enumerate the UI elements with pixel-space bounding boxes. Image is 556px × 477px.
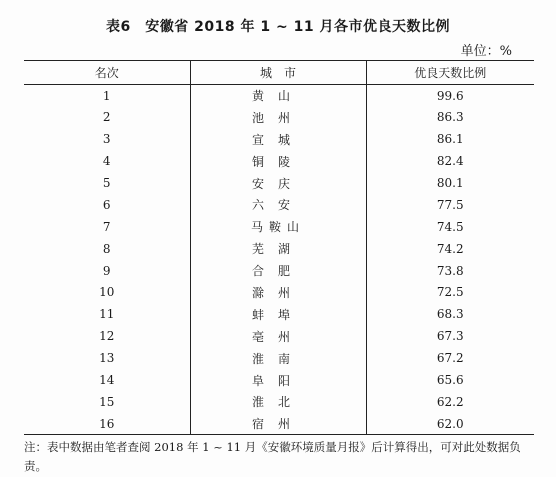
table-body xyxy=(24,85,534,435)
cell-rank: 1 xyxy=(24,85,190,107)
cell-ratio: 65.6 xyxy=(436,373,464,388)
cell-rank: 15 xyxy=(24,391,190,413)
cell-city: 芜湖 xyxy=(190,238,366,260)
table-row xyxy=(24,391,534,413)
cell-city: 淮北 xyxy=(190,391,366,413)
cell-rank: 4 xyxy=(24,150,190,172)
cell-rank: 12 xyxy=(24,325,190,347)
cell-ratio: 82.4 xyxy=(436,154,464,169)
table-row xyxy=(24,282,534,304)
cell-rank: 2 xyxy=(24,106,190,128)
table-row xyxy=(24,303,534,325)
cell-ratio: 77.5 xyxy=(436,197,464,212)
unit-label: 单位：% xyxy=(460,44,512,59)
cell-rank: 7 xyxy=(24,216,190,238)
table-row xyxy=(24,216,534,238)
cell-city: 蚌埠 xyxy=(190,303,366,325)
cell-city: 马鞍山 xyxy=(190,216,366,238)
cell-ratio: 67.2 xyxy=(436,351,464,366)
cell-ratio: 86.1 xyxy=(436,132,464,147)
cell-ratio: 68.3 xyxy=(436,307,464,322)
table-row xyxy=(24,260,534,282)
cell-ratio: 74.2 xyxy=(436,241,464,256)
table-row xyxy=(24,106,534,128)
cell-rank: 13 xyxy=(24,347,190,369)
cell-rank: 11 xyxy=(24,303,190,325)
cell-rank: 14 xyxy=(24,369,190,391)
column-header-rank: 名次 xyxy=(24,61,190,85)
cell-city: 淮南 xyxy=(190,347,366,369)
table-row xyxy=(24,150,534,172)
cell-city: 亳州 xyxy=(190,325,366,347)
table-title: 表6 安徽省 2018 年 1 ~ 11 月各市优良天数比例 xyxy=(106,19,450,35)
cell-ratio: 62.0 xyxy=(366,413,534,435)
table-row xyxy=(24,238,534,260)
cell-ratio: 62.2 xyxy=(436,394,464,409)
cell-ratio: 74.5 xyxy=(436,219,464,234)
table-header-row xyxy=(24,61,534,85)
table-row xyxy=(24,325,534,347)
cell-rank: 3 xyxy=(24,128,190,150)
cell-city: 六安 xyxy=(190,194,366,216)
table-row xyxy=(24,128,534,150)
column-header-ratio: 优良天数比例 xyxy=(366,61,534,85)
cell-rank: 5 xyxy=(24,172,190,194)
cell-rank: 16 xyxy=(24,413,190,435)
table-row xyxy=(24,172,534,194)
cell-city: 阜阳 xyxy=(190,369,366,391)
cell-ratio: 99.6 xyxy=(436,88,464,103)
cell-city: 铜陵 xyxy=(190,150,366,172)
ranking-table-container xyxy=(24,60,534,435)
cell-rank: 8 xyxy=(24,238,190,260)
table-footnote: 注：表中数据由笔者查阅 2018 年 1 ~ 11 月《安徽环境质量月报》后计算得出，可对此处数据负责。 xyxy=(24,440,521,473)
cell-ratio: 72.5 xyxy=(436,285,464,300)
table-row xyxy=(24,347,534,369)
column-header-city: 城 市 xyxy=(190,61,366,85)
cell-ratio: 80.1 xyxy=(436,176,464,190)
cell-city: 合肥 xyxy=(190,260,366,282)
cell-ratio: 67.3 xyxy=(436,329,464,344)
cell-rank: 9 xyxy=(24,260,190,282)
table-row xyxy=(24,369,534,391)
cell-ratio: 73.8 xyxy=(436,263,464,278)
cell-rank: 6 xyxy=(24,194,190,216)
table-row xyxy=(24,194,534,216)
cell-city: 宿州 xyxy=(190,413,366,435)
cell-rank: 10 xyxy=(24,282,190,304)
cell-city: 黄山 xyxy=(190,85,366,107)
cell-ratio: 86.3 xyxy=(436,110,464,125)
cell-city: 安庆 xyxy=(190,172,366,194)
cell-city: 滁州 xyxy=(190,282,366,304)
table-row xyxy=(24,413,534,435)
cell-city: 宣城 xyxy=(190,128,366,150)
table-row xyxy=(24,85,534,107)
ranking-table xyxy=(24,60,534,435)
cell-city: 池州 xyxy=(190,106,366,128)
